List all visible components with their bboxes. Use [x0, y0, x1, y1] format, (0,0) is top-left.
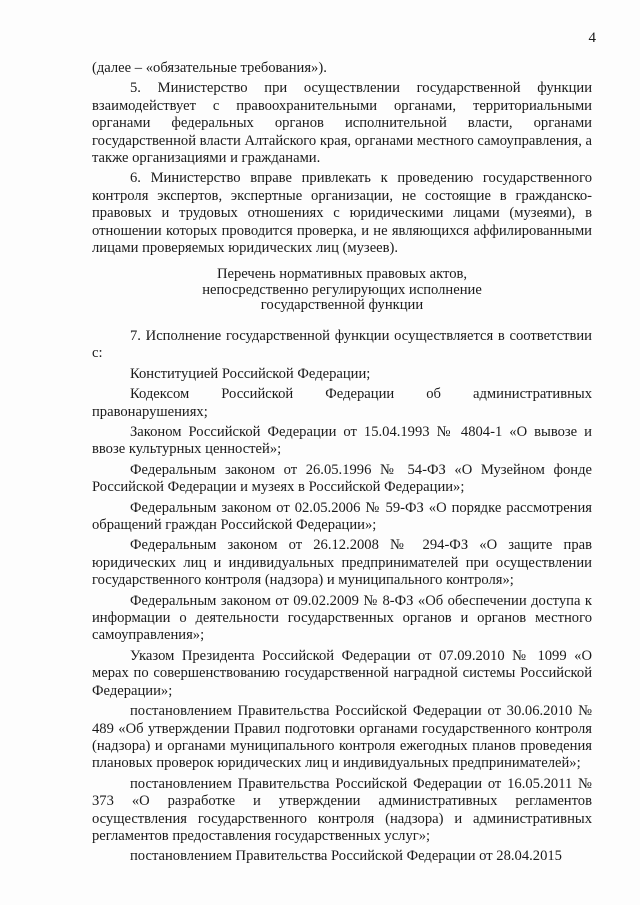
- paragraph-item-7: 7. Исполнение государственной функции осуществляется в соответствии с:: [92, 327, 592, 362]
- section-heading-line-3: государственной функции: [260, 297, 424, 314]
- legal-act-resolution-2015: постановлением Правительства Российской Федерации от 28.04.2015: [130, 848, 562, 865]
- legal-act-administrative-code: Кодексом Российской Федерации об административных правонарушениях;: [92, 386, 592, 420]
- legal-act-law-54-fz: Федеральным законом от 26.05.1996 № 54-ФЗ «О Музейном фонде Российской Федерации и музеях в Российской Федерации»;: [92, 461, 592, 496]
- legal-act-law-8-fz: Федеральным законом от 09.02.2009 № 8-ФЗ «Об обеспечении доступа к информации о деятельности государственных органов и органов местного самоуправления»;: [92, 592, 592, 644]
- section-heading-line-1: Перечень нормативных правовых актов,: [216, 266, 468, 283]
- legal-act-decree-1099: Указом Президента Российской Федерации от 07.09.2010 № 1099 «О мерах по совершенствованию государственной наградной системы Российской Федерации»;: [92, 647, 592, 699]
- legal-act-law-294-fz: Федеральным законом от 26.12.2008 № 294-ФЗ «О защите прав юридических лиц и индивидуальных предпринимателей при осуществлении государственного контроля (надзора) и муниципального контроля»;: [92, 537, 592, 589]
- legal-act-resolution-489: постановлением Правительства Российской Федерации от 30.06.2010 № 489 «Об утверждении Правил подготовки органами государственного контроля (надзора) и органами муниципального контроля ежегодных планов проведения плановых проверок юридических лиц и индивидуальных предпринимателей»;: [92, 703, 592, 772]
- legal-act-law-59-fz: Федеральным законом от 02.05.2006 № 59-ФЗ «О порядке рассмотрения обращений граждан Российской Федерации»;: [92, 499, 592, 534]
- legal-act-law-4804-1: Законом Российской Федерации от 15.04.1993 № 4804-1 «О вывозе и ввозе культурных ценностей»;: [92, 424, 592, 458]
- paragraph-item-5: 5. Министерство при осуществлении государственной функции взаимодействует с правоохранительными органами, территориальными органами федеральных органов исполнительной власти, органами государственной власти Алтайского края, органами местного самоуправления, а также организациями и гражданами.: [92, 80, 592, 167]
- paragraph-item-6: 6. Министерство вправе привлекать к проведению государственного контроля экспертов, экспертные организации, не состоящие в гражданско-правовых и трудовых отношениях с юридическими лицами (музеями), в отношении которых проводится проверка, и не являющихся аффилированными лицами проверяемых юридических лиц (музеев).: [92, 170, 592, 257]
- section-heading-line-2: непосредственно регулирующих исполнение: [202, 281, 482, 298]
- legal-act-constitution: Конституцией Российской Федерации;: [130, 365, 371, 382]
- page-number: 4: [588, 30, 596, 46]
- paragraph-continuation: (далее – «обязательные требования»).: [92, 60, 327, 76]
- legal-act-resolution-373: постановлением Правительства Российской Федерации от 16.05.2011 № 373 «О разработке и утверждении административных регламентов осуществления государственного контроля (надзора) и административных регламентов предоставления государственных услуг»;: [92, 775, 592, 844]
- section-heading: [92, 267, 592, 314]
- document-body: [92, 60, 592, 869]
